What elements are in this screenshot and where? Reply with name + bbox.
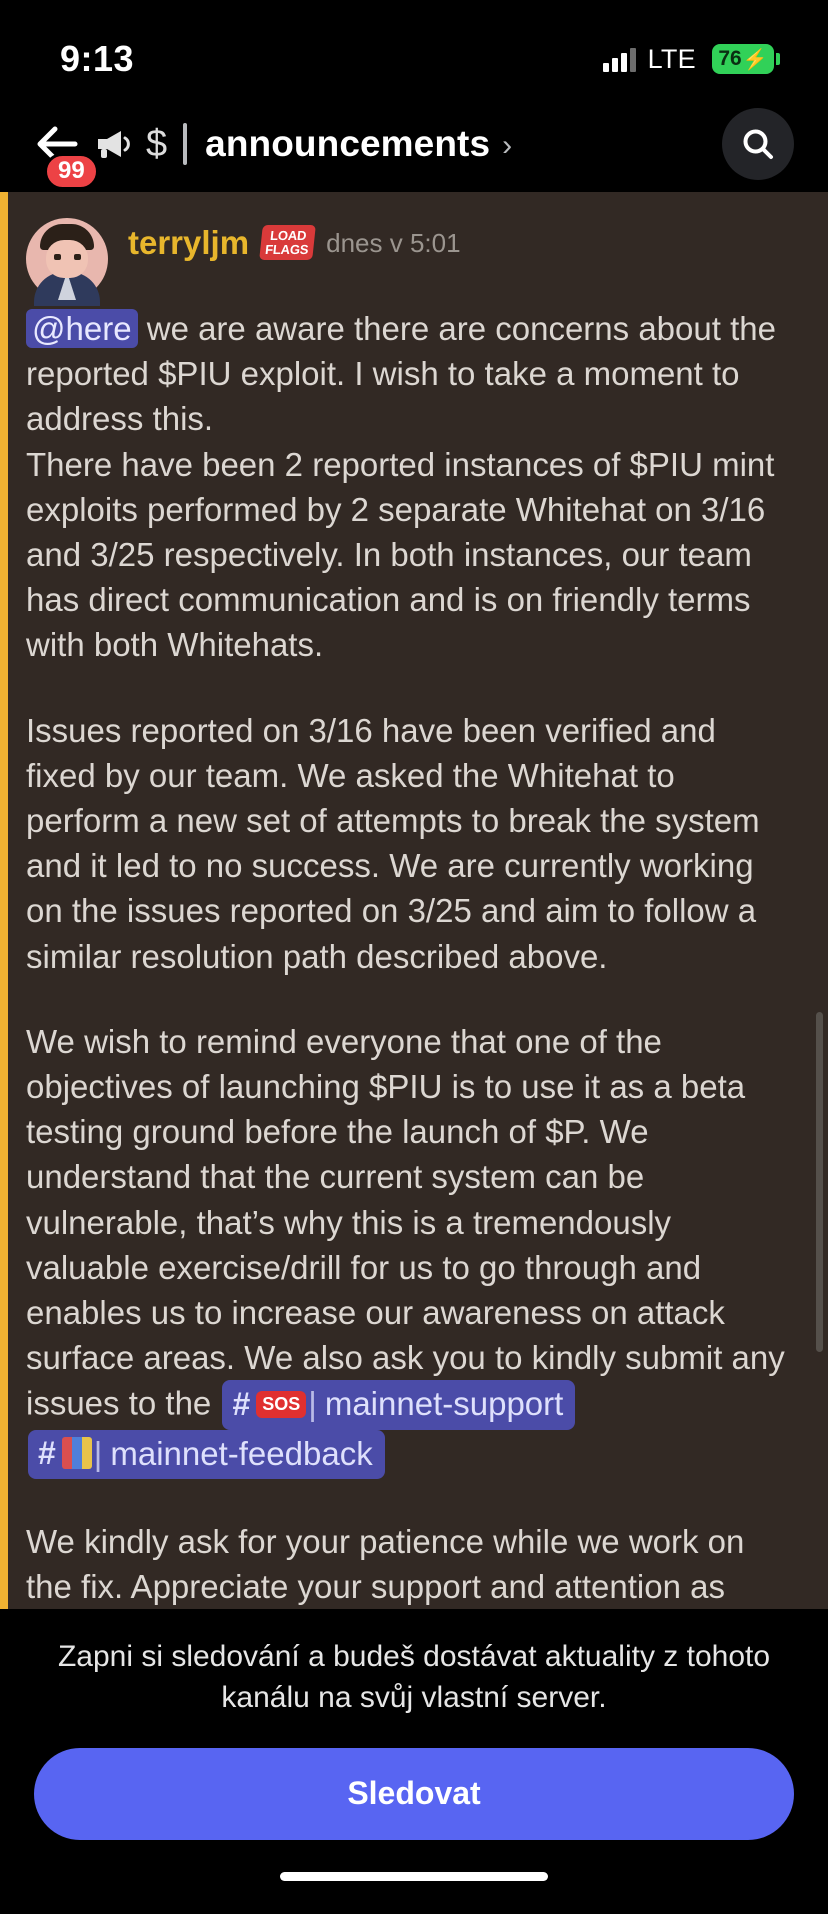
channel-header xyxy=(0,96,828,192)
back-button[interactable] xyxy=(34,121,85,184)
chevron-right-icon[interactable]: › xyxy=(502,128,513,162)
home-indicator[interactable] xyxy=(280,1872,548,1881)
paragraph-1-text: we are aware there are concerns about the reported $PIU exploit. I wish to take a moment to address this. xyxy=(26,310,776,438)
follow-channel-prompt xyxy=(0,1609,828,1839)
header-divider xyxy=(183,123,187,165)
home-indicator-area xyxy=(0,1840,828,1914)
follow-button[interactable]: Sledovat xyxy=(34,1748,794,1840)
search-button[interactable] xyxy=(722,108,794,180)
role-badge-line-2: FLAGS xyxy=(264,242,310,257)
books-icon xyxy=(62,1437,92,1469)
signal-bars-icon xyxy=(603,46,636,72)
role-badge-line-1: LOAD xyxy=(269,228,308,244)
message-paragraph-3: Issues reported on 3/16 have been verified and fixed by our team. We asked the Whitehat to perform a new set of attempts to break the system and it led to no success. We are currently working on the issues reported on 3/25 and aim to follow a similar resolution path described above. xyxy=(26,711,760,975)
channel-link-1-label: mainnet-support xyxy=(324,1385,564,1423)
channel-name[interactable]: announcements xyxy=(205,123,491,164)
message-paragraph-5: We kindly ask for your patience while we work on the fix. Appreciate your support and attention as xyxy=(26,1522,745,1606)
mention-highlight-stripe xyxy=(0,192,8,1609)
network-type-label: LTE xyxy=(647,43,696,74)
message-list[interactable] xyxy=(0,192,828,1609)
message-header xyxy=(26,218,794,300)
search-icon xyxy=(740,126,776,162)
charging-bolt-icon: ⚡ xyxy=(742,48,768,71)
dollar-icon[interactable]: $ xyxy=(146,122,168,165)
status-indicators xyxy=(603,44,774,75)
message-paragraph-4 xyxy=(26,1019,794,1479)
message-timestamp: dnes v 5:01 xyxy=(326,227,461,258)
message-paragraph-1 xyxy=(26,306,794,442)
battery-percent-label: 76 xyxy=(718,47,742,70)
channel-link-2-label: mainnet-feedback xyxy=(110,1434,373,1472)
channel-link-mainnet-support[interactable]: # SOS | mainnet-support xyxy=(222,1380,575,1429)
follow-prompt-text: Zapni si sledování a budeš dostávat aktuality z tohoto kanálu na svůj vlastní server. xyxy=(57,1640,771,1714)
sos-icon: SOS xyxy=(256,1391,306,1418)
paragraph-4-text: We wish to remind everyone that one of the objectives of launching $PIU is to use it as a beta testing ground before the launch of $P. We understand that the current system can be vulnerable, that’s why this is a tremendously valuable exercise/drill for us to go through and enables us to increase our awareness on attack surface areas. We also ask you to kindly submit any issues to the xyxy=(26,1022,785,1423)
message-item[interactable] xyxy=(0,192,828,1609)
role-badge xyxy=(259,225,316,260)
status-time: 9:13 xyxy=(60,38,135,79)
battery-icon xyxy=(712,44,774,74)
message-paragraph-2: There have been 2 reported instances of $PIU mint exploits performed by 2 separate Whitehat on 3/16 and 3/25 respectively. In both instances, our team has direct communication and is on friendly terms with both Whitehats. xyxy=(26,445,775,664)
scrollbar-thumb[interactable] xyxy=(816,1012,823,1352)
here-mention[interactable]: @here xyxy=(26,309,138,348)
avatar[interactable] xyxy=(26,218,108,300)
megaphone-icon[interactable] xyxy=(88,121,140,167)
channel-link-mainnet-feedback[interactable]: # | mainnet-feedback xyxy=(28,1430,385,1479)
message-author[interactable]: terryljm xyxy=(128,224,250,261)
message-body xyxy=(26,300,794,1609)
status-bar xyxy=(0,0,828,96)
unread-badge: 99 xyxy=(44,153,99,190)
message-meta xyxy=(128,218,794,262)
